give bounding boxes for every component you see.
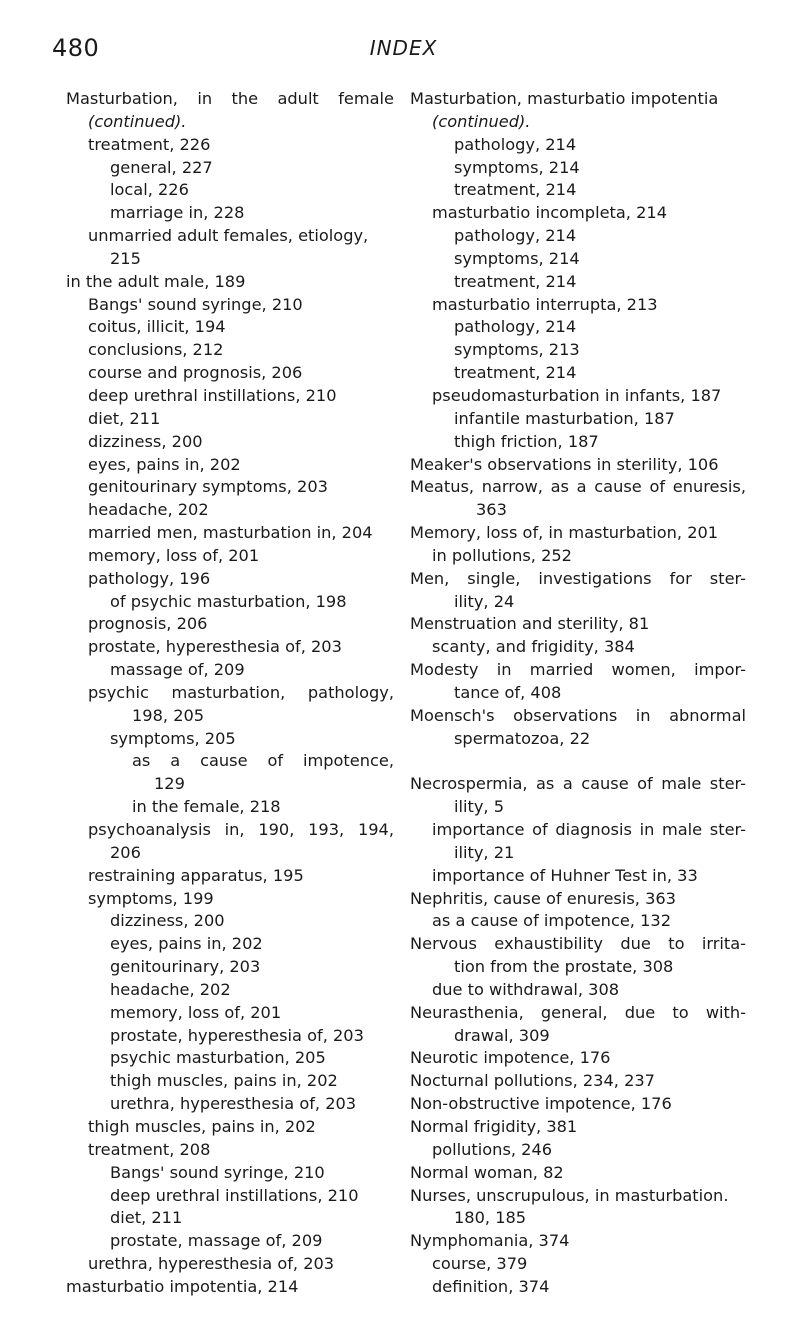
index-entry: Meaker's observations in sterility, 106	[410, 454, 719, 474]
index-entry: in pollutions, 252	[432, 545, 572, 565]
index-entry: headache, 202	[88, 500, 209, 520]
index-entry: urethra, hyperesthesia of, 203	[110, 1094, 357, 1114]
index-entry: Masturbation, in the adult female	[66, 89, 394, 108]
index-entry: treatment, 226	[88, 134, 211, 154]
index-entry: Nurses, unscrupulous, in masturbation.	[410, 1185, 729, 1205]
index-entry: treatment, 214	[454, 180, 577, 200]
index-entry: pseudomasturbation in infants, 187	[432, 385, 722, 405]
index-entry: 129	[154, 774, 185, 794]
index-entry: 198, 205	[132, 705, 205, 725]
index-entry: conclusions, 212	[88, 340, 224, 360]
index-entry: symptoms, 199	[88, 888, 214, 908]
index-entry: prostate, hyperesthesia of, 203	[88, 637, 342, 657]
index-entry: as a cause of impotence, 132	[432, 911, 671, 931]
index-entry: Normal woman, 82	[410, 1162, 564, 1182]
index-entry: pathology, 214	[454, 226, 577, 246]
index-entry: Nephritis, cause of enuresis, 363	[410, 888, 676, 908]
index-entry: tion from the prostate, 308	[454, 957, 674, 977]
index-entry: deep urethral instillations, 210	[110, 1185, 359, 1205]
index-entry: dizziness, 200	[110, 911, 225, 931]
index-entry: local, 226	[110, 180, 189, 200]
index-entry: masturbatio incompleta, 214	[432, 203, 667, 223]
index-entry: treatment, 214	[454, 363, 577, 383]
index-entry: ility, 21	[454, 842, 515, 862]
index-entry: thigh muscles, pains in, 202	[88, 1116, 316, 1136]
index-entry: Necrospermia, as a cause of male ster-	[410, 774, 746, 794]
index-column-left	[66, 88, 394, 1299]
index-entry: married men, masturbation in, 204	[88, 523, 373, 543]
index-entry: ility, 24	[454, 591, 515, 611]
index-entry: (continued).	[432, 111, 531, 131]
index-entry: prostate, massage of, 209	[110, 1231, 323, 1251]
index-entry: Bangs' sound syringe, 210	[110, 1162, 325, 1182]
index-entry: Nocturnal pollutions, 234, 237	[410, 1071, 655, 1091]
index-entry: in the female, 218	[132, 797, 281, 817]
index-entry: due to withdrawal, 308	[432, 979, 620, 999]
index-entry: course and prognosis, 206	[88, 363, 303, 383]
index-entry: Meatus, narrow, as a cause of enuresis,	[410, 477, 746, 497]
index-entry: unmarried adult females, etiology,	[88, 226, 369, 246]
index-entry: prostate, hyperesthesia of, 203	[110, 1025, 364, 1045]
index-entry: 215	[110, 248, 141, 268]
index-entry: importance of Huhner Test in, 33	[432, 865, 698, 885]
index-entry: importance of diagnosis in male ster-	[432, 820, 746, 839]
index-entry: Non-obstructive impotence, 176	[410, 1094, 672, 1114]
index-entry: ility, 5	[454, 797, 505, 817]
index-entry: masturbatio impotentia, 214	[66, 1276, 299, 1296]
index-entry: coitus, illicit, 194	[88, 317, 226, 337]
index-entry: eyes, pains in, 202	[110, 934, 263, 954]
index-entry: psychoanalysis in, 190, 193, 194,	[88, 820, 394, 839]
index-entry: as a cause of impotence,	[132, 751, 394, 771]
index-entry: diet, 211	[88, 408, 161, 428]
index-entry: 363	[476, 500, 507, 520]
index-entry: course, 379	[432, 1254, 528, 1274]
index-entry: symptoms, 205	[110, 728, 236, 748]
index-entry: pathology, 196	[88, 568, 211, 588]
index-entry: Masturbation, masturbatio impotentia	[410, 89, 719, 108]
index-entry: headache, 202	[110, 979, 231, 999]
index-entry: in the adult male, 189	[66, 271, 246, 291]
index-entry: marriage in, 228	[110, 203, 245, 223]
index-entry: genitourinary symptoms, 203	[88, 477, 328, 497]
index-entry: general, 227	[110, 157, 213, 177]
index-entry: Menstruation and sterility, 81	[410, 614, 650, 634]
index-entry: treatment, 208	[88, 1139, 211, 1159]
index-entry: pathology, 214	[454, 134, 577, 154]
index-entry: diet, 211	[110, 1208, 183, 1228]
index-entry: of psychic masturbation, 198	[110, 591, 347, 611]
index-entry: thigh muscles, pains in, 202	[110, 1071, 338, 1091]
index-entry: (continued).	[88, 111, 187, 131]
index-entry: massage of, 209	[110, 660, 245, 680]
index-entry: Nymphomania, 374	[410, 1231, 570, 1251]
index-entry: psychic masturbation, pathology,	[88, 682, 394, 702]
index-entry: treatment, 214	[454, 271, 577, 291]
index-entry: prognosis, 206	[88, 614, 208, 634]
index-entry: pathology, 214	[454, 317, 577, 337]
index-entry: memory, loss of, 201	[88, 545, 260, 565]
index-entry: Modesty in married women, impor-	[410, 660, 746, 680]
index-entry: spermatozoa, 22	[454, 728, 591, 748]
index-entry: symptoms, 214	[454, 248, 580, 268]
index-entry: symptoms, 214	[454, 157, 580, 177]
index-entry: scanty, and frigidity, 384	[432, 637, 635, 657]
index-entry: dizziness, 200	[88, 431, 203, 451]
index-entry: Neurasthenia, general, due to with-	[410, 1002, 746, 1022]
index-entry: tance of, 408	[454, 682, 562, 702]
index-entry: deep urethral instillations, 210	[88, 385, 337, 405]
index-entry: infantile masturbation, 187	[454, 408, 675, 428]
index-entry: Neurotic impotence, 176	[410, 1048, 611, 1068]
index-entry: pollutions, 246	[432, 1139, 553, 1159]
index-column-right	[410, 88, 746, 1299]
index-entry: restraining apparatus, 195	[88, 865, 304, 885]
index-entry: genitourinary, 203	[110, 957, 261, 977]
index-entry: drawal, 309	[454, 1025, 550, 1045]
index-entry: 206	[110, 842, 141, 862]
index-entry: eyes, pains in, 202	[88, 454, 241, 474]
index-entry: urethra, hyperesthesia of, 203	[88, 1254, 335, 1274]
index-entry: Men, single, investigations for ster-	[410, 568, 746, 588]
index-entry: Nervous exhaustibility due to irrita-	[410, 934, 746, 954]
page-number: 480	[52, 34, 100, 62]
index-entry: Bangs' sound syringe, 210	[88, 294, 303, 314]
index-entry: thigh friction, 187	[454, 431, 599, 451]
running-head: INDEX	[369, 36, 438, 60]
index-entry: Memory, loss of, in masturbation, 201	[410, 523, 719, 543]
index-entry: symptoms, 213	[454, 340, 580, 360]
index-entry: masturbatio interrupta, 213	[432, 294, 658, 314]
index-entry: Normal frigidity, 381	[410, 1116, 578, 1136]
index-entry: Moensch's observations in abnormal	[410, 705, 746, 725]
index-entry: psychic masturbation, 205	[110, 1048, 326, 1068]
index-entry: memory, loss of, 201	[110, 1002, 282, 1022]
entry-gap	[410, 750, 746, 773]
index-entry: definition, 374	[432, 1276, 550, 1296]
index-entry: 180, 185	[454, 1208, 527, 1228]
